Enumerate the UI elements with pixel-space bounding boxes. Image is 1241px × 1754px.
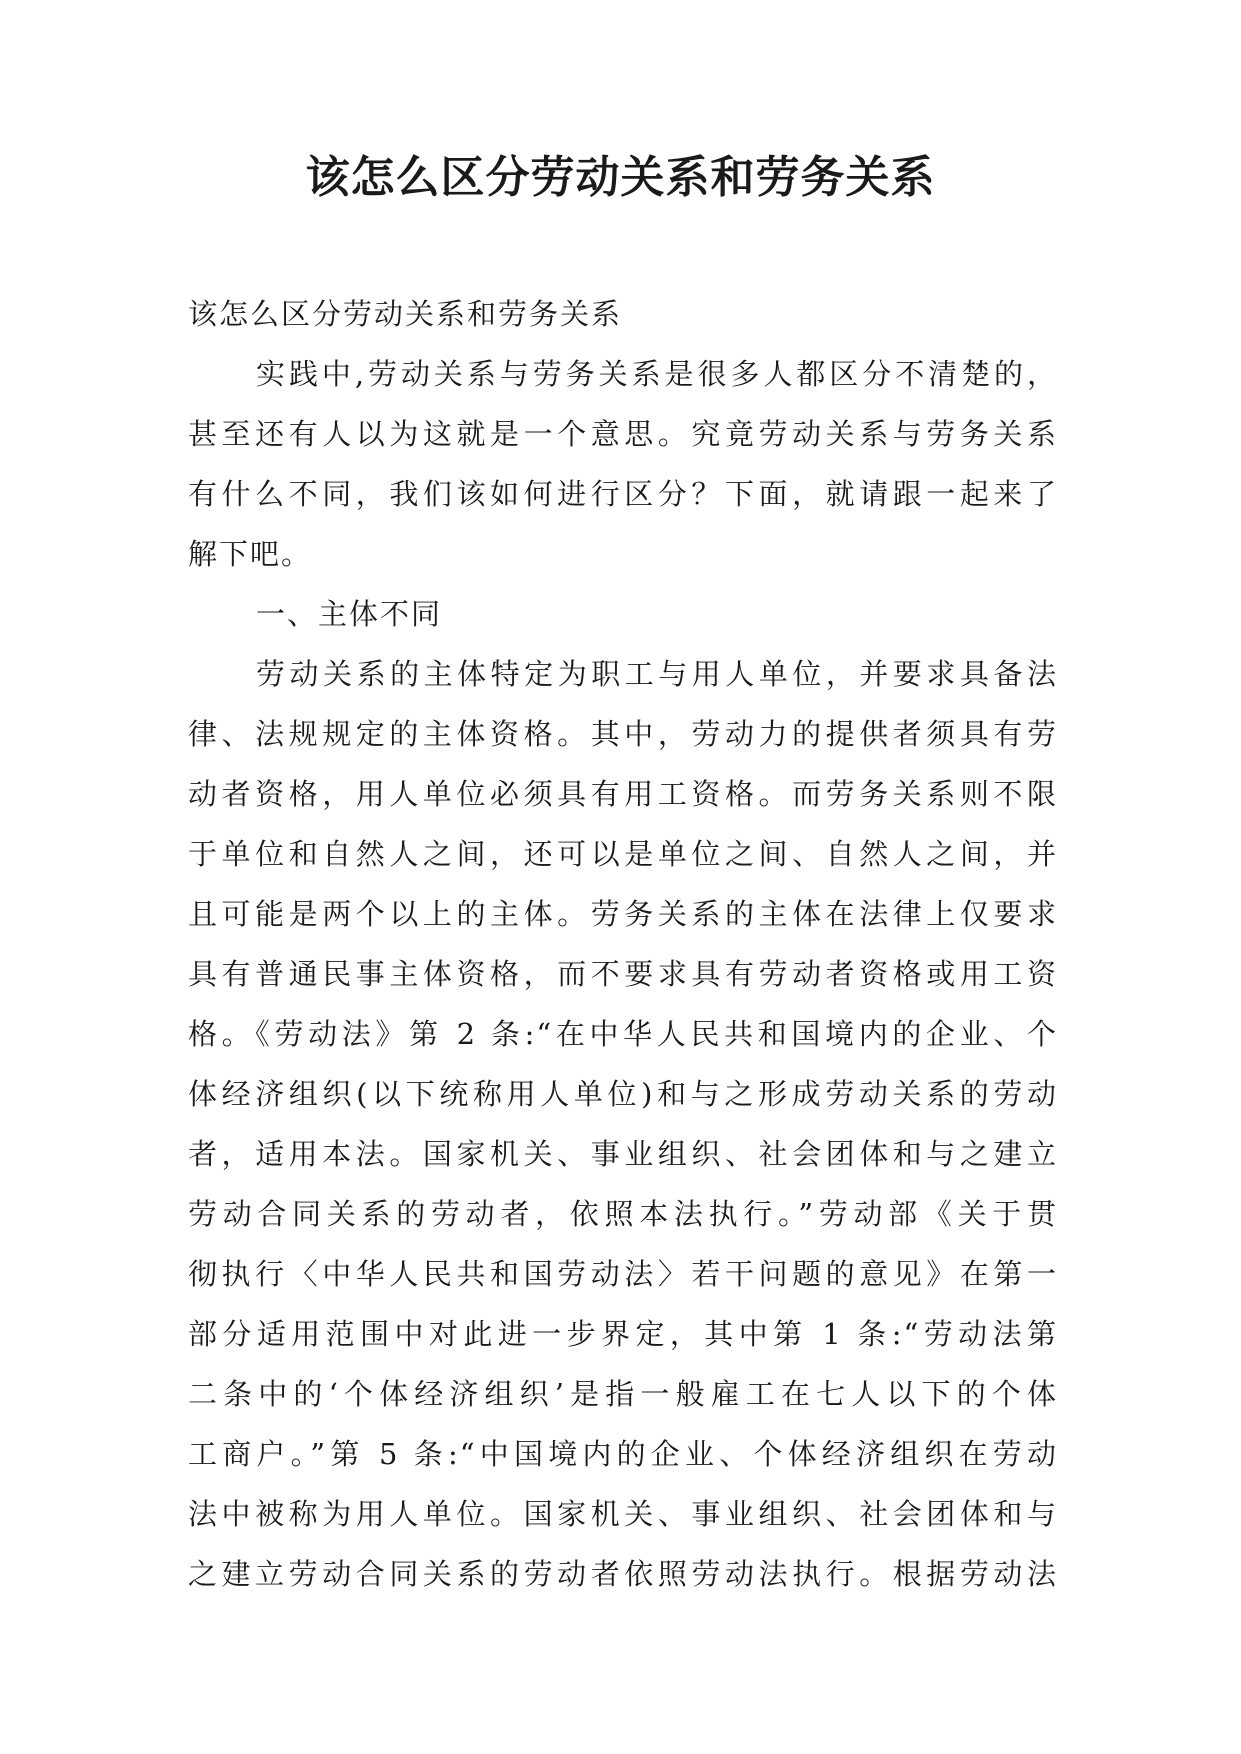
body-text-line: 具有普通民事主体资格，而不要求具有劳动者资格或用工资 — [188, 957, 1058, 991]
body-text-line: 有什么不同，我们该如何进行区分？下面，就请跟一起来了 — [188, 477, 1058, 511]
body-text-line: 劳动合同关系的劳动者，依照本法执行。”劳动部《关于贯 — [188, 1197, 1058, 1231]
body-text-line: 一、主体不同 — [256, 597, 443, 631]
body-text-line: 动者资格，用人单位必须具有用工资格。而劳务关系则不限 — [188, 777, 1058, 811]
body-text-line: 解下吧。 — [188, 537, 313, 571]
body-text-line: 工商户。”第 5 条:“中国境内的企业、个体经济组织在劳动 — [188, 1437, 1058, 1471]
body-text-line: 体经济组织(以下统称用人单位)和与之形成劳动关系的劳动 — [188, 1077, 1058, 1111]
body-text-line: 法中被称为用人单位。国家机关、事业组织、社会团体和与 — [188, 1497, 1058, 1531]
body-text-line: 于单位和自然人之间，还可以是单位之间、自然人之间，并 — [188, 837, 1058, 871]
body-text-line: 且可能是两个以上的主体。劳务关系的主体在法律上仅要求 — [188, 897, 1058, 931]
body-text-line: 彻执行〈中华人民共和国劳动法〉若干问题的意见》在第一 — [188, 1257, 1058, 1291]
body-text-line: 甚至还有人以为这就是一个意思。究竟劳动关系与劳务关系 — [188, 417, 1058, 451]
body-text-line: 劳动关系的主体特定为职工与用人单位，并要求具备法 — [256, 657, 1058, 691]
body-text-line: 部分适用范围中对此进一步界定，其中第 1 条:“劳动法第 — [188, 1317, 1058, 1351]
body-text-line: 该怎么区分劳动关系和劳务关系 — [188, 297, 623, 331]
body-text-line: 二条中的‘个体经济组织’是指一般雇工在七人以下的个体 — [188, 1377, 1058, 1411]
body-text-line: 律、法规规定的主体资格。其中，劳动力的提供者须具有劳 — [188, 717, 1058, 751]
document-title: 该怎么区分劳动关系和劳务关系 — [305, 152, 936, 203]
document-body — [188, 284, 1058, 1604]
body-text-line: 格。《劳动法》第 2 条:“在中华人民共和国境内的企业、个 — [188, 1017, 1058, 1051]
body-text-line: 之建立劳动合同关系的劳动者依照劳动法执行。根据劳动法 — [188, 1557, 1058, 1591]
body-text-line: 者，适用本法。国家机关、事业组织、社会团体和与之建立 — [188, 1137, 1058, 1171]
body-text-line: 实践中,劳动关系与劳务关系是很多人都区分不清楚的， — [256, 357, 1058, 391]
